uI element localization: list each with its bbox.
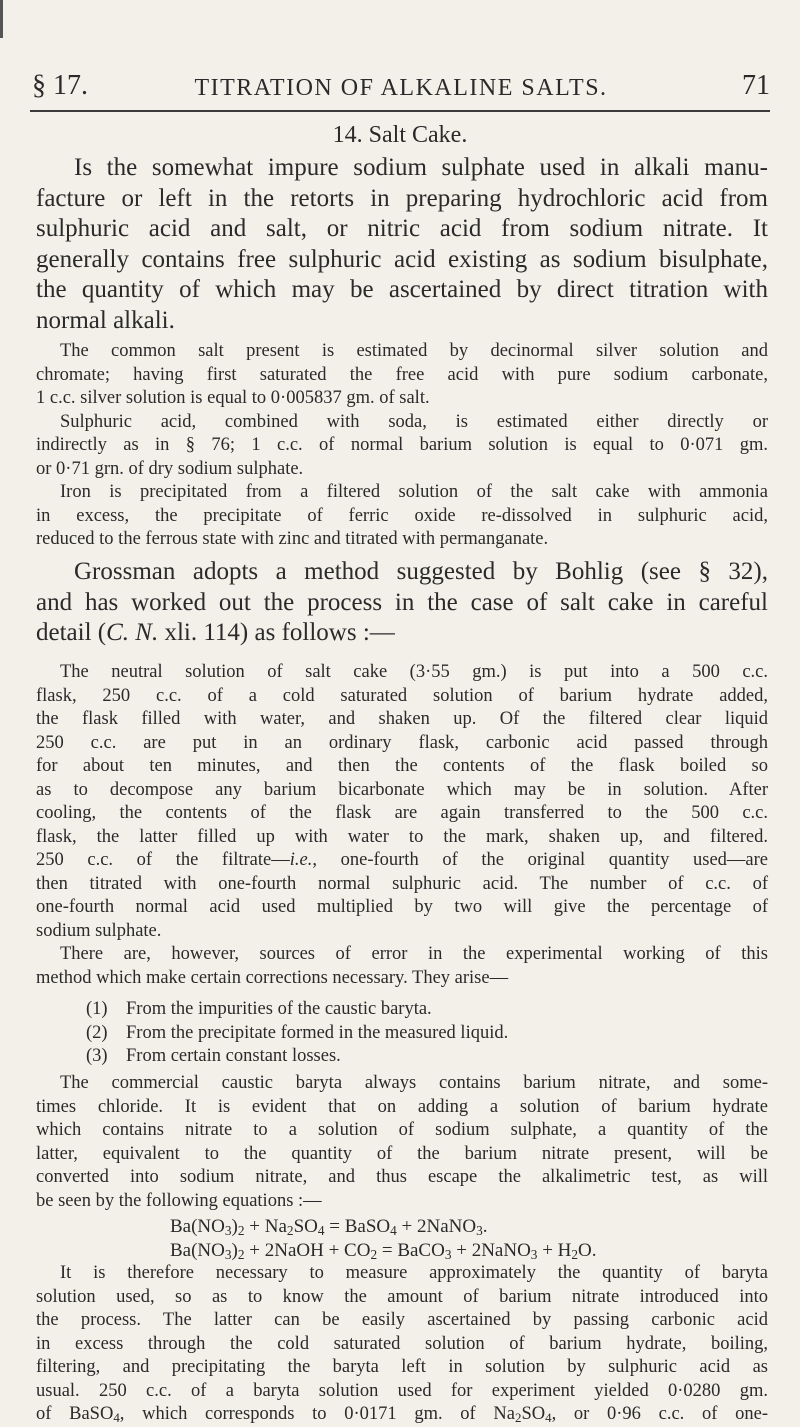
note-line: The common salt present is estimated by decinormal silver solution and (60, 341, 768, 361)
grossman-line (36, 618, 768, 649)
list-item (86, 998, 766, 1022)
grossman-paragraph (36, 557, 768, 649)
journal-reference: C. N. (106, 619, 159, 647)
impurity-line: The commercial caustic baryta always contains barium nitrate, and some- (60, 1073, 768, 1093)
intro-line: Is the somewhat impure sodium sulphate used in alkali manu- (74, 154, 768, 181)
method-line (36, 849, 768, 873)
section-heading: 14. Salt Cake. (332, 122, 468, 148)
correction-line: in excess through the cold saturated solution of barium hydrate, boiling, (36, 1333, 768, 1354)
running-header (32, 66, 770, 106)
grossman-line: and has worked out the process in the case of salt cake in careful (36, 588, 768, 616)
intro-line: facture or left in the retorts in preparing hydrochloric acid from (36, 184, 768, 212)
method-line: one-fourth normal acid used multiplied by two will give the percentage of (36, 897, 768, 917)
intro-paragraph (36, 153, 768, 337)
impurity-line: converted into sodium nitrate, and thus escape the alkalimetric test, as will (36, 1167, 768, 1187)
list-text: From the precipitate formed in the measured liquid. (126, 1022, 509, 1043)
method-line: There are, however, sources of error in the experimental working of this (60, 944, 768, 964)
method-line: as to decompose any barium bicarbonate which may be in solution. After (36, 779, 768, 800)
list-item (86, 1045, 766, 1069)
list-number: (1) (86, 999, 108, 1019)
impurity-line: be seen by the following equations :— (36, 1190, 322, 1211)
method-line: method which make certain corrections necessary. They arise— (36, 967, 509, 988)
correction-line: It is therefore necessary to measure approximately the quantity of baryta (60, 1263, 768, 1283)
note-line: Iron is precipitated from a filtered solution of the salt cake with ammonia (60, 482, 768, 502)
note-line: reduced to the ferrous state with zinc and titrated with permanganate. (36, 529, 549, 549)
text: 250 c.c. of the filtrate— (36, 850, 290, 870)
correction-method (36, 1262, 768, 1427)
header-rule (30, 110, 770, 112)
error-sources-list (86, 998, 766, 1069)
note-line: chromate; having first saturated the free acid with pure sodium carbonate, (36, 364, 768, 385)
correction-line: of BaSO$_4$, which corresponds to 0·0171 gm. of $Na_2SO_4$, or 0·96 c.c. of one- (36, 1404, 768, 1425)
impurity-line: which contains nitrate to a solution of sodium sulphate, a quantity of the (36, 1120, 768, 1140)
intro-line: generally contains free sulphuric acid existing as sodium bisulphate, (36, 245, 768, 273)
section-number: § 17. (32, 70, 88, 101)
note-line: or 0·71 grn. of dry sodium sulphate. (36, 458, 304, 479)
list-text: From the impurities of the caustic baryta. (126, 999, 432, 1019)
method-description (36, 661, 768, 990)
list-number: (2) (86, 1022, 108, 1043)
correction-line: solution used, so as to know the amount of barium nitrate introduced into (36, 1286, 768, 1307)
method-line: flask, 250 c.c. of a cold saturated solution of barium hydrate added, (36, 685, 768, 706)
intro-line: the quantity of which may be ascertained by direct titration with (36, 276, 768, 304)
page-number: 71 (742, 70, 770, 101)
note-line: indirectly as in § 76; 1 c.c. of normal barium solution is equal to 0·071 gm. (36, 435, 768, 455)
equation: $Ba(NO_3)_2$ + 2NaOH + $CO_2$ = BaCO$_3$ + 2NaNO$_3$ + $H_2O$. (170, 1240, 597, 1262)
intro-line: sulphuric acid and salt, or nitric acid from sodium nitrate. It (36, 215, 768, 243)
list-number: (3) (86, 1046, 108, 1066)
method-line: cooling, the contents of the flask are again transferred to the 500 c.c. (36, 803, 768, 823)
note-line: 1 c.c. silver solution is equal to 0·005837 gm. of salt. (36, 388, 430, 408)
correction-line: filtering, and precipitating the baryta left in solution by sulphuric acid as (36, 1357, 768, 1377)
correction-line: usual. 250 c.c. of a baryta solution used for experiment yielded 0·0280 gm. (36, 1380, 768, 1401)
method-line: The neutral solution of salt cake (3·55 gm.) is put into a 500 c.c. (60, 662, 768, 682)
method-line: the flask filled with water, and shaken up. Of the filtered clear liquid (36, 709, 768, 729)
method-line: 250 c.c. are put in an ordinary flask, carbonic acid passed through (36, 732, 768, 753)
note-line: in excess, the precipitate of ferric oxide re-dissolved in sulphuric acid, (36, 505, 768, 526)
list-item (86, 1022, 766, 1046)
text: , one-fourth of the original quantity used—are (312, 850, 768, 870)
method-line: flask, the latter filled up with water to the mark, shaken up, and filtered. (36, 826, 768, 847)
list-text: From certain constant losses. (126, 1046, 341, 1066)
text: i.e. (289, 850, 313, 870)
note-line: Sulphuric acid, combined with soda, is estimated either directly or (60, 411, 768, 432)
impurity-line: latter, equivalent to the quantity of the barium nitrate present, will be (36, 1143, 768, 1164)
baryta-impurities (36, 1072, 768, 1213)
method-line: for about ten minutes, and then the contents of the flask boiled so (36, 756, 768, 776)
equation: $Ba(NO_3)_2 + Na_2SO_4$ = BaSO$_4$ + 2NaNO$_3$. (170, 1216, 488, 1238)
impurity-line: times chloride. It is evident that on adding a solution of barium hydrate (36, 1096, 768, 1117)
correction-line: the process. The latter can be easily ascertained by passing carbonic acid (36, 1310, 768, 1330)
intro-line: normal alkali. (36, 306, 175, 334)
running-title: TITRATION OF ALKALINE SALTS. (194, 75, 608, 101)
text: detail ( (36, 619, 107, 647)
method-line: sodium sulphate. (36, 920, 162, 941)
method-line: then titrated with one-fourth normal sulphuric acid. The number of c.c. of (36, 873, 768, 894)
grossman-line: Grossman adopts a method suggested by Bohlig (see § 32), (74, 558, 768, 585)
binding-edge (0, 0, 3, 38)
estimation-notes (36, 340, 768, 552)
chemical-equations (170, 1215, 770, 1263)
text: xli. 114) as follows :— (158, 619, 395, 647)
